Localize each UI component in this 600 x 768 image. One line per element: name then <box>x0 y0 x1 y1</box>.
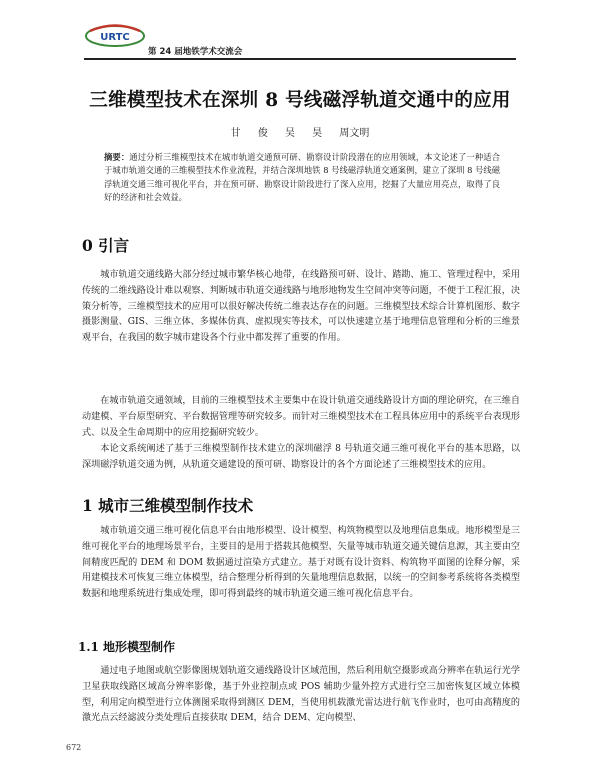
urtc-logo <box>84 22 146 48</box>
abstract-label: 摘要： <box>104 152 130 162</box>
page-number: 672 <box>66 743 82 752</box>
header-divider <box>84 58 516 60</box>
conference-name: 第 24 届地铁学术交流会 <box>148 47 243 57</box>
abstract-text: 通过分析三维模型技术在城市轨道交通预可研、勘察设计阶段潜在的应用领域，本文论述了一种适合于城市轨道交通的三维模型技术作业流程，并结合深圳地铁 8 号线磁浮轨道交通案例，建立了深圳 8 号线磁浮轨道交通三维可视化平台，并在预可研、勘察设计阶段进行了深入应用，挖掘了大量应用亮点，取得了良好的经济和社会效益。 <box>104 152 500 203</box>
paragraph: 城市轨道交通线路大部分经过城市繁华核心地带，在线路预可研、设计、踏勘、施工、管理过程中，采用传统的二维线路设计难以观察、判断城市轨道交通线路与地形地物发生空间冲突等问题，不便于工程汇报，决策分析等，三维模型技术的应用可以很好解决传统二维表达存在的问题。三维模型技术综合计算机图形、数字摄影测量、GIS、三维立体、多媒体仿真、虚拟现实等技术，可以快速建立基于地理信息管理和分析的三维景观平台，在我国的数字城市建设各个行业中都发挥了重要的作用。 <box>82 270 520 343</box>
paragraph: 城市轨道交通三维可视化信息平台由地形模型、设计模型、构筑物模型以及地理信息集成。地形模型是三维可视化平台的地理场景平台，主要目的是用于搭载其他模型、矢量等城市轨道交通关键信息源，其主要由空间精度匹配的 DEM 和 DOM 数据通过渲染方式建立。基于对既有设计资料、构筑物平面图的诠释分解，采用建模技术可恢复三维立体模型，结合整理分析得到的矢量地理信息数据，以统一的空间参考系统将各类模型数据和地理系统进行集成处理，即可得到最终的城市轨道交通三维可视化信息平台。 <box>82 526 520 599</box>
section-heading-introduction: 0 引言 <box>82 236 130 255</box>
abstract <box>104 151 500 205</box>
section-heading-3d-modeling: 1 城市三维模型制作技术 <box>82 496 254 515</box>
subsection-heading-terrain-model: 1.1 地形模型制作 <box>78 640 176 654</box>
paragraph: 在城市轨道交通领域，目前的三维模型技术主要集中在设计轨道交通线路设计方面的理论研究，在三维自动建模、平台原型研究、平台数据管理等研究较多。而针对三维模型技术在工程具体应用中的系统平台表现形式、以及全生命周期中的应用挖掘研究较少。 <box>82 396 520 438</box>
paragraph: 通过电子地图或航空影像图规划轨道交通线路设计区域范围，然后利用航空摄影或高分辨率在轨运行光学卫星获取线路区域高分辨率影像，基于外业控制点或 POS 辅助少量外控方式进行空三加密恢复区域立体模型，利用定向模型进行立体测图采取得到测区 DEM，当使用机载激光雷达进行航飞作业时，也可由高精度的激光点云经滤波分类处理后直接获取 DEM，结合 DEM、定向模型、 <box>82 666 520 724</box>
paragraph: 本论文系统阐述了基于三维模型制作技术建立的深圳磁浮 8 号轨道交通三维可视化平台的基本思路，以深圳磁浮轨道交通为例，从轨道交通建设的预可研、勘察设计的各个方面论述了三维模型技术的应用。 <box>82 444 520 470</box>
paper-title: 三维模型技术在深圳 8 号线磁浮轨道交通中的应用 <box>89 90 511 111</box>
paper-authors: 甘 俊 吴 昊 周文明 <box>230 128 370 139</box>
page-header <box>0 0 600 62</box>
logo-text: URTC <box>100 32 130 43</box>
